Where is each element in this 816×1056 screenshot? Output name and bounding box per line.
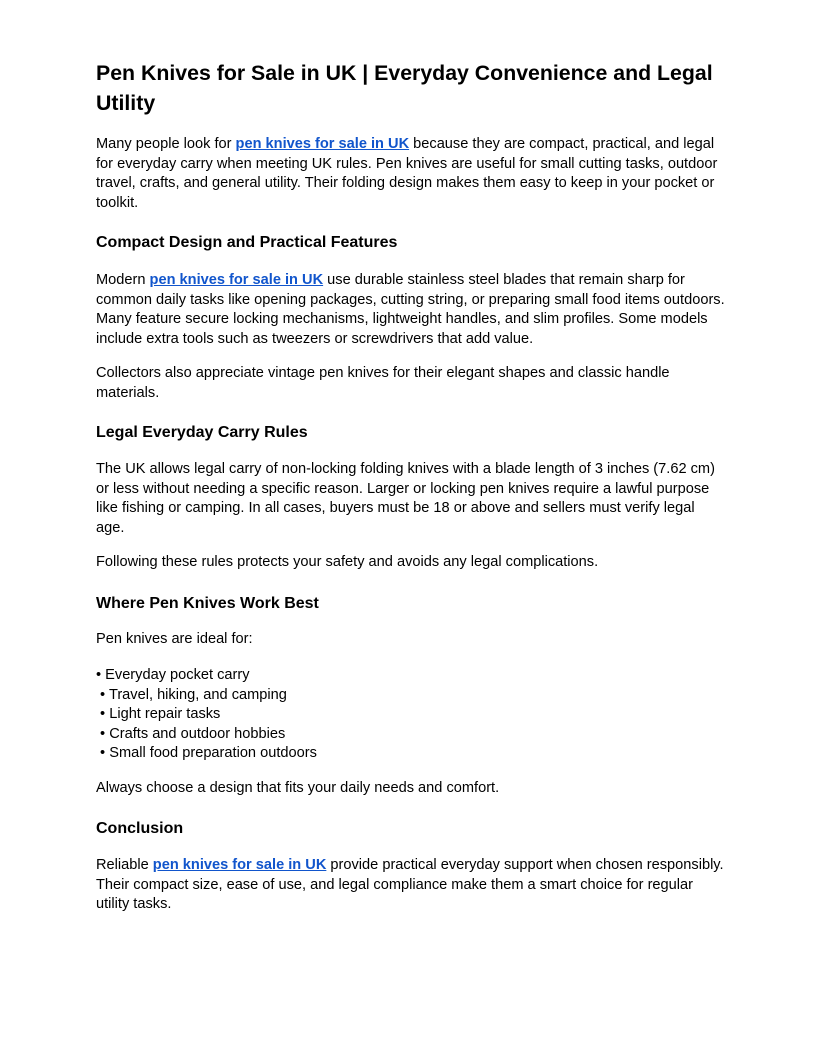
choose-design-paragraph: Always choose a design that fits your daily needs and comfort. xyxy=(96,780,500,796)
list-item: • Light repair tasks xyxy=(96,706,221,722)
section-heading-legal-rules: Legal Everyday Carry Rules xyxy=(96,424,308,441)
section-heading-conclusion: Conclusion xyxy=(96,820,184,837)
conclusion-text-before: Reliable xyxy=(96,857,153,873)
collectors-paragraph: Collectors also appreciate vintage pen knives for their elegant shapes and classic handle materials. xyxy=(96,365,670,401)
conclusion-paragraph xyxy=(96,856,726,915)
page-title: Pen Knives for Sale in UK | Everyday Convenience and Legal Utility xyxy=(96,61,713,115)
compact-design-paragraph xyxy=(96,271,726,349)
pen-knives-link-intro[interactable]: pen knives for sale in UK xyxy=(235,136,410,152)
pen-knives-link-modern[interactable]: pen knives for sale in UK xyxy=(149,272,324,288)
following-rules-paragraph: Following these rules protects your safety and avoids any legal complications. xyxy=(96,554,599,570)
ideal-for-paragraph: Pen knives are ideal for: xyxy=(96,631,253,647)
intro-paragraph xyxy=(96,135,726,213)
section-heading-where-best: Where Pen Knives Work Best xyxy=(96,595,319,612)
list-item: • Everyday pocket carry xyxy=(96,667,250,683)
section-heading-compact-design: Compact Design and Practical Features xyxy=(96,234,398,251)
uses-list xyxy=(96,666,726,764)
list-item: • Travel, hiking, and camping xyxy=(96,686,287,703)
intro-text-before: Many people look for xyxy=(96,136,236,152)
compact-text-after: use durable stainless steel blades that remain sharp for common daily tasks like opening packages, cutting string, or preparing small food items outdoors. Many feature secure locking mechanisms, lightweight handles, and slim profiles. Some models include extra tools such as tweezers or screwdrivers that add value. xyxy=(96,272,725,347)
list-item: • Small food preparation outdoors xyxy=(96,745,317,761)
intro-text-after: because they are compact, practical, and legal for everyday carry when meeting UK rules. Pen knives are useful for small cutting tasks, outdoor travel, crafts, and general utility. Their folding design makes them easy to keep in your pocket or toolkit. xyxy=(96,136,718,211)
pen-knives-link-conclusion[interactable]: pen knives for sale in UK xyxy=(152,857,327,873)
conclusion-text-after: provide practical everyday support when chosen responsibly. Their compact size, ease of use, and legal compliance make them a smart choice for regular utility tasks. xyxy=(96,857,724,912)
legal-rules-paragraph: The UK allows legal carry of non-locking folding knives with a blade length of 3 inches (7.62 cm) or less without needing a specific reason. Larger or locking pen knives require a lawful purpose like fishing or camping. In all cases, buyers must be 18 or above and sellers must verify legal age. xyxy=(96,461,715,536)
compact-text-before: Modern xyxy=(96,272,150,288)
list-item: • Crafts and outdoor hobbies xyxy=(96,725,286,742)
